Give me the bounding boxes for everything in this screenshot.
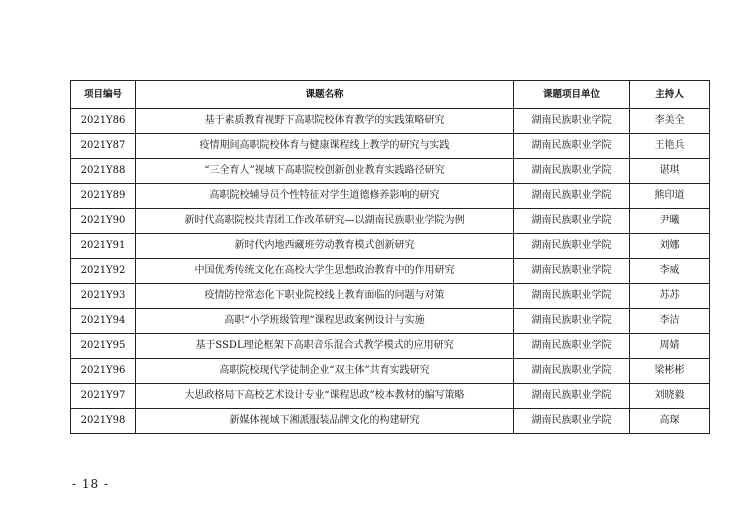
- cell-project-unit: 湖南民族职业学院: [514, 359, 630, 384]
- header-project-id: 项目编号: [71, 81, 136, 109]
- cell-project-id: 2021Y89: [71, 184, 136, 209]
- cell-project-leader: 尹曦: [630, 209, 710, 234]
- table-row: [71, 184, 710, 209]
- table-row: [71, 384, 710, 409]
- header-project-unit: 课题项目单位: [514, 81, 630, 109]
- cell-project-unit: 湖南民族职业学院: [514, 384, 630, 409]
- header-project-leader: 主持人: [630, 81, 710, 109]
- table-row: [71, 159, 710, 184]
- table-row: [71, 359, 710, 384]
- table-row: [71, 334, 710, 359]
- cell-project-title: 高职“小学班级管理”课程思政案例设计与实施: [136, 309, 514, 334]
- table-row: [71, 309, 710, 334]
- cell-project-title: 疫情防控常态化下职业院校线上教育面临的问题与对策: [136, 284, 514, 309]
- cell-project-unit: 湖南民族职业学院: [514, 184, 630, 209]
- cell-project-leader: 谌琪: [630, 159, 710, 184]
- cell-project-title: 新时代内地西藏班劳动教育模式创新研究: [136, 234, 514, 259]
- cell-project-leader: 苏苏: [630, 284, 710, 309]
- cell-project-title: 中国优秀传统文化在高校大学生思想政治教育中的作用研究: [136, 259, 514, 284]
- cell-project-leader: 李洁: [630, 309, 710, 334]
- cell-project-leader: 熊印道: [630, 184, 710, 209]
- cell-project-unit: 湖南民族职业学院: [514, 284, 630, 309]
- table-row: [71, 234, 710, 259]
- cell-project-id: 2021Y91: [71, 234, 136, 259]
- cell-project-unit: 湖南民族职业学院: [514, 134, 630, 159]
- table-row: [71, 209, 710, 234]
- cell-project-title: 疫情期间高职院校体育与健康课程线上教学的研究与实践: [136, 134, 514, 159]
- cell-project-unit: 湖南民族职业学院: [514, 334, 630, 359]
- cell-project-unit: 湖南民族职业学院: [514, 409, 630, 434]
- cell-project-id: 2021Y95: [71, 334, 136, 359]
- cell-project-title: 大思政格局下高校艺术设计专业“课程思政”校本教材的编写策略: [136, 384, 514, 409]
- cell-project-title: 基于SSDL理论框架下高职音乐混合式教学模式的应用研究: [136, 334, 514, 359]
- project-table: [70, 80, 710, 434]
- table-row: [71, 259, 710, 284]
- cell-project-leader: 刘娜: [630, 234, 710, 259]
- cell-project-id: 2021Y86: [71, 109, 136, 134]
- cell-project-id: 2021Y97: [71, 384, 136, 409]
- cell-project-unit: 湖南民族职业学院: [514, 209, 630, 234]
- cell-project-leader: 高琛: [630, 409, 710, 434]
- cell-project-title: 高职院校辅导员个性特征对学生道德修养影响的研究: [136, 184, 514, 209]
- cell-project-leader: 周婧: [630, 334, 710, 359]
- cell-project-id: 2021Y92: [71, 259, 136, 284]
- page-number: - 18 -: [72, 477, 110, 491]
- cell-project-leader: 梁彬彬: [630, 359, 710, 384]
- cell-project-leader: 刘晓毅: [630, 384, 710, 409]
- cell-project-leader: 李威: [630, 259, 710, 284]
- cell-project-title: 高职院校现代学徒制企业“双主体”共育实践研究: [136, 359, 514, 384]
- cell-project-unit: 湖南民族职业学院: [514, 234, 630, 259]
- cell-project-id: 2021Y88: [71, 159, 136, 184]
- table-row: [71, 109, 710, 134]
- table-row: [71, 284, 710, 309]
- cell-project-id: 2021Y87: [71, 134, 136, 159]
- cell-project-leader: 王艳兵: [630, 134, 710, 159]
- cell-project-id: 2021Y94: [71, 309, 136, 334]
- cell-project-id: 2021Y90: [71, 209, 136, 234]
- cell-project-unit: 湖南民族职业学院: [514, 259, 630, 284]
- cell-project-title: 新媒体视域下湘派服装品牌文化的构建研究: [136, 409, 514, 434]
- cell-project-unit: 湖南民族职业学院: [514, 109, 630, 134]
- cell-project-title: 新时代高职院校共青团工作改革研究—以湖南民族职业学院为例: [136, 209, 514, 234]
- cell-project-title: “三全育人”视域下高职院校创新创业教育实践路径研究: [136, 159, 514, 184]
- table-header-row: [71, 81, 710, 109]
- cell-project-id: 2021Y93: [71, 284, 136, 309]
- cell-project-unit: 湖南民族职业学院: [514, 309, 630, 334]
- table-row: [71, 409, 710, 434]
- header-project-title: 课题名称: [136, 81, 514, 109]
- cell-project-id: 2021Y98: [71, 409, 136, 434]
- cell-project-unit: 湖南民族职业学院: [514, 159, 630, 184]
- table-row: [71, 134, 710, 159]
- cell-project-title: 基于素质教育视野下高职院校体育教学的实践策略研究: [136, 109, 514, 134]
- cell-project-id: 2021Y96: [71, 359, 136, 384]
- cell-project-leader: 李美全: [630, 109, 710, 134]
